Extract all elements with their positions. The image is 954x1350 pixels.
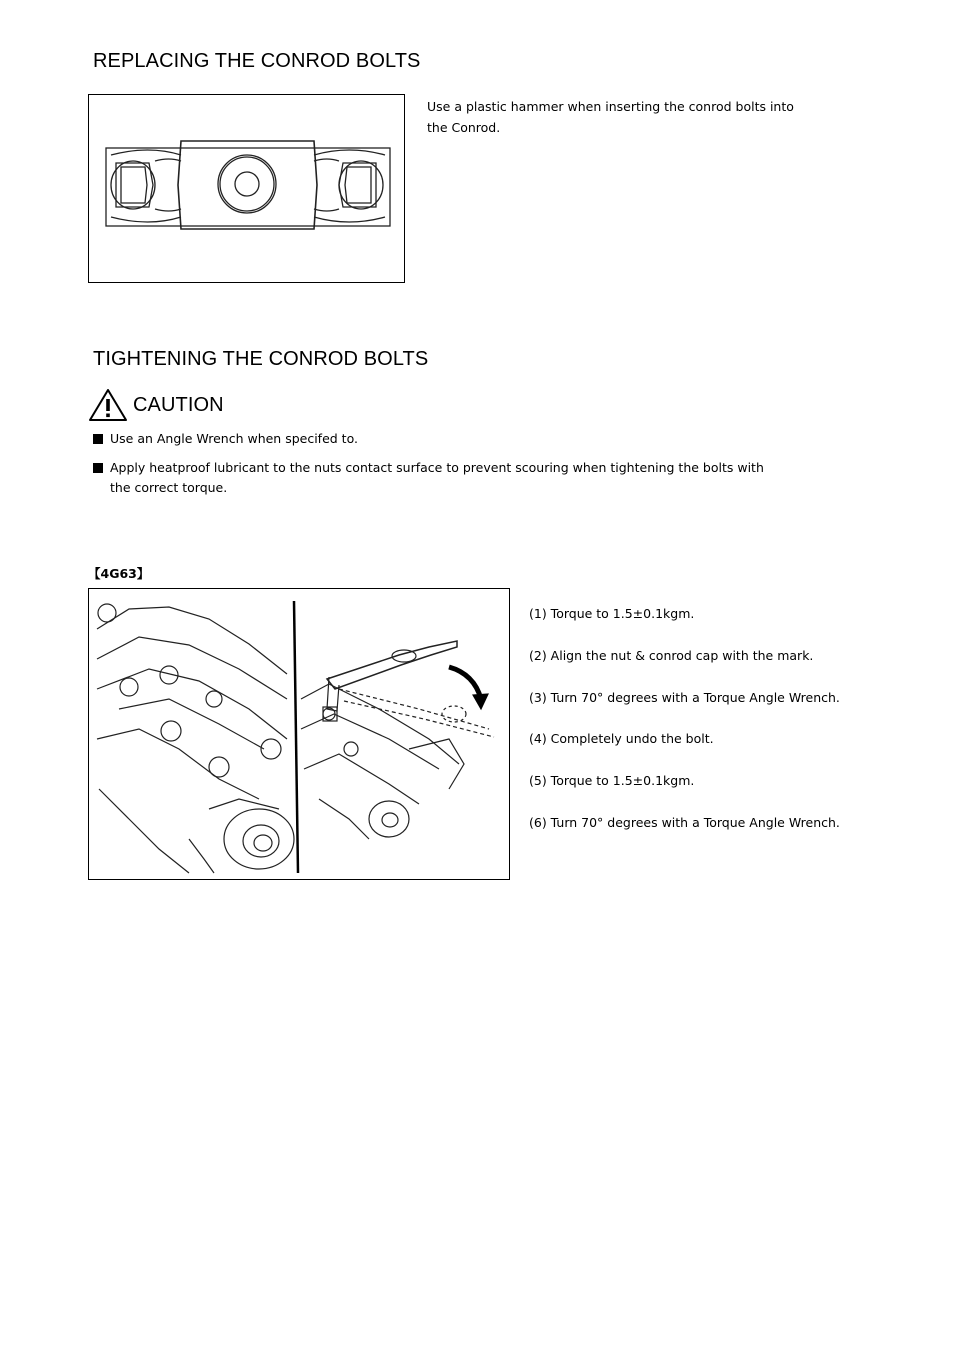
bullet-square-icon [93,463,103,473]
section-title-tightening: TIGHTENING THE CONROD BOLTS [93,348,429,370]
caution-bullet-1 [93,429,793,449]
step-4: (4) Completely undo the bolt. [529,731,714,746]
section-title-replacing: REPLACING THE CONROD BOLTS [93,50,421,72]
step-3: (3) Turn 70° degrees with a Torque Angle Wrench. [529,690,840,705]
warning-triangle-icon [88,388,128,422]
replacing-instructions [427,96,847,138]
caution-label: CAUTION [133,393,224,416]
conrod-cap-figure [88,94,405,283]
replacing-text-line2: the Conrod. [427,120,501,135]
caution-bullet-2 [93,458,793,498]
bullet-2-text-line2: the correct torque. [110,480,228,495]
step-1: (1) Torque to 1.5±0.1kgm. [529,606,695,621]
bullet-square-icon [93,434,103,444]
step-2: (2) Align the nut & conrod cap with the mark. [529,648,814,663]
engine-block-figure [88,588,510,880]
step-5: (5) Torque to 1.5±0.1kgm. [529,773,695,788]
engine-torque-drawing [89,589,508,878]
bullet-1-text: Use an Angle Wrench when specifed to. [110,431,358,446]
step-6: (6) Turn 70° degrees with a Torque Angle Wrench. [529,815,840,830]
caution-header [88,388,224,422]
replacing-text-line1: Use a plastic hammer when inserting the conrod bolts into [427,99,794,114]
conrod-cap-drawing [89,95,403,281]
model-label: 【4G63】 [88,566,150,581]
bullet-2-text-line1: Apply heatproof lubricant to the nuts contact surface to prevent scouring when tightening the bolts with [110,460,764,475]
